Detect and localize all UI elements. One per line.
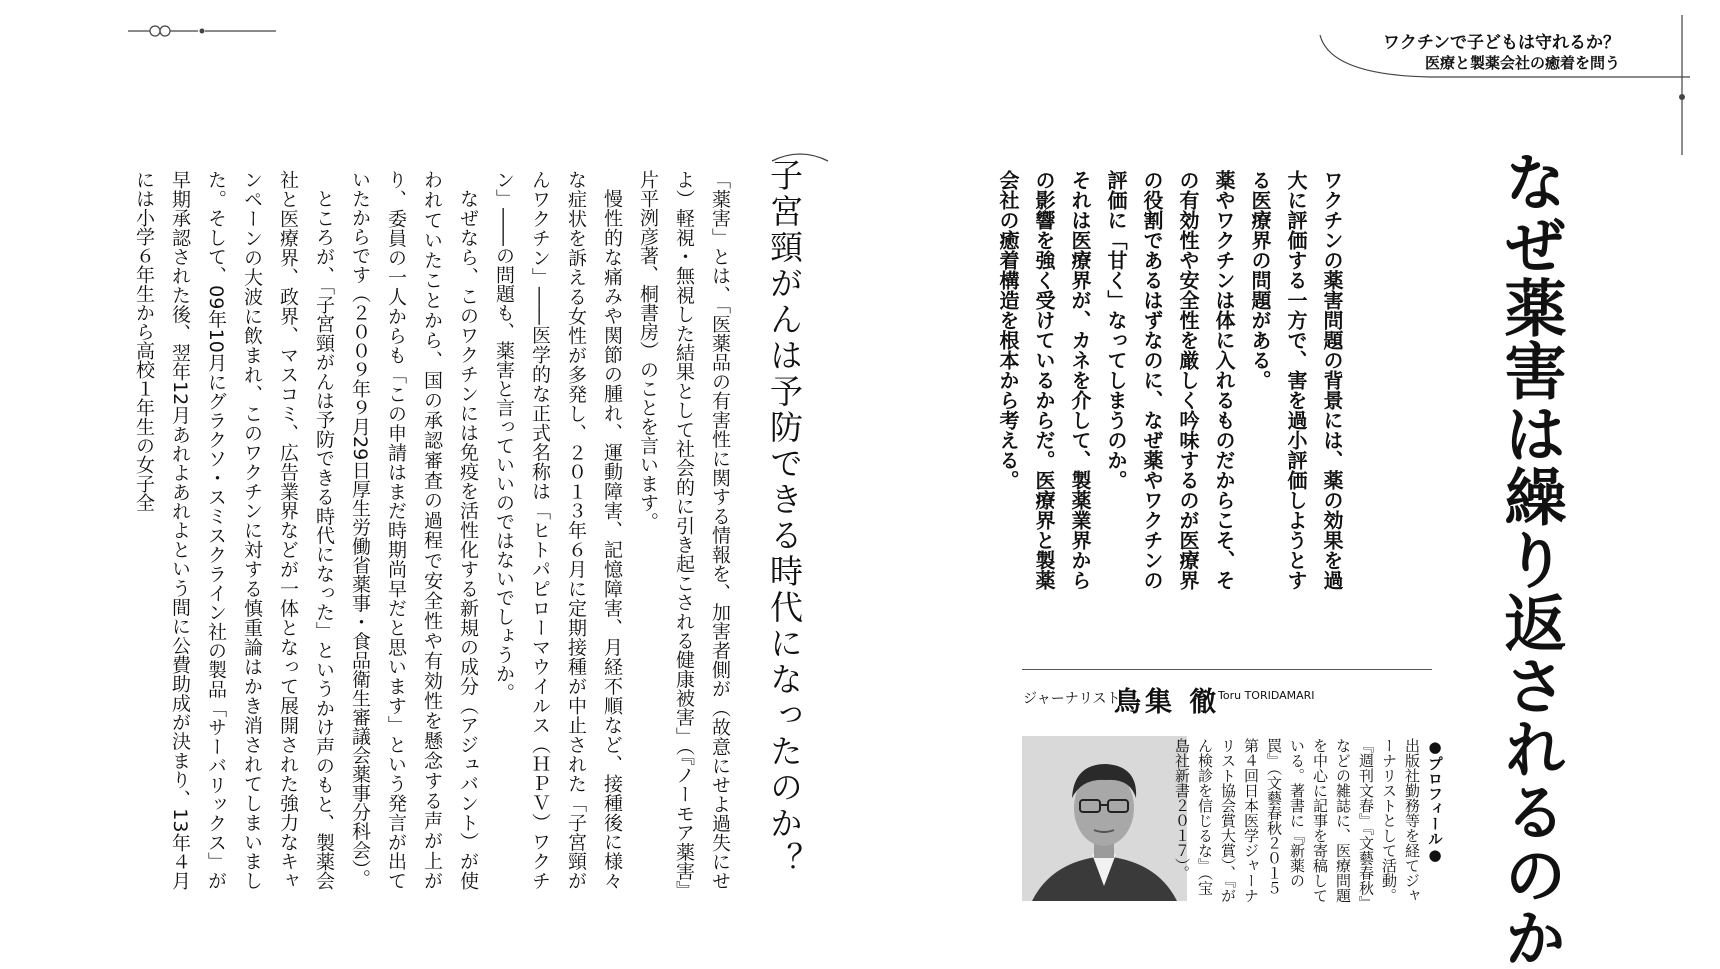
author-role: ジャーナリスト [1023,691,1121,707]
body-paragraph: 「薬害」とは、「医薬品の有害性に関する情報を、加害者側が（故意にせよ過失にせよ）軽視・無視した結果として社会的に引き起こされる健康被害」（『ノーモア薬害』片平洌彦著、桐書房）のことを言います。 [637,170,731,890]
body-paragraph: 慢性的な痛みや関節の腫れ、運動障害、記憶障害、月経不順など、接種後に様々な症状を訴える女性が多発し、２０１３年６月に定期接種が中止された「子宮頸がんワクチン」――医学的な正式名称は「ヒトパピローマウイルス（ＨＰＶ）ワクチン」――の問題も、薬害と言っていいのではないでしょうか。 [493,170,623,890]
running-header-line2: 医療と製薬会社の癒着を問う [1424,54,1620,72]
author-divider [1022,669,1432,670]
lead-line: 薬やワクチンは体に入れるものだからこそ、その有効性や安全性を厳しく吟味するのが医療界の役割であるはずなのに、なぜ薬やワクチンの評価に「甘く」なってしまうのか。 [1104,170,1236,590]
author-name: 鳥集 徹 [1114,687,1221,718]
lead-line: それは医療界が、カネを介して、製薬業界からの影響を強く受けているからだ。医療界と製薬会社の癒着構造を根本から考える。 [996,170,1092,590]
body-paragraph: なぜなら、このワクチンには免疫を活性化する新規の成分（アジュバント）が使われていたことから、国の承認審査の過程で安全性や有効性を懸念する声が上がり、委員の一人からも「この申請はまだ時期尚早だと思います」という発言が出ていたからです（２００９年９月29日厚生労働省薬事・食品衛生審議会薬事分科会）。 [349,170,479,890]
author-romaji: Toru TORIDAMARI [1218,689,1315,702]
profile-heading: ●プロフィール● [1426,738,1444,864]
running-header-line1: ワクチンで子どもは守れるか？ [1382,33,1620,53]
profile-text: 出版社勤務等を経てジャーナリストとして活動。『週刊文春』『文藝春秋』などの雑誌に、医療問題を中心に記事を寄稿している。著書に『新薬の罠』（文藝春秋２０１５第４回日本医学ジャーナリスト協会賞大賞）、『がん検診を信じるな』（宝島社新書２０１７）。 [1173,738,1421,903]
header-ornament [128,16,278,46]
author-photo [1022,736,1187,901]
section-heading: 子宮頸がんは予防できる時代になったのか？ [765,158,804,878]
article-body [133,170,738,890]
lead-paragraph [996,170,1350,590]
author-profile [1173,738,1446,908]
body-paragraph: ところが、「子宮頸がんは予防できる時代になった」というかけ声のもと、製薬会社と医療界、政界、マスコミ、広告業界などが一体となって展開された強力なキャンペーンの大波に飲まれ、このワクチンに対する慎重論はかき消されてしまいました。そして、09年10月にグラクソ・スミスクライン社の製品「サーバリックス」が早期承認された後、翌年12月あれよあれよという間に公費助成が決まり、13年４月には小学６年生から高校１年生の女子全 [133,170,335,890]
article-title: なぜ薬害は繰り返されるのか [1494,150,1567,969]
running-header [1300,24,1690,114]
lead-line: ワクチンの薬害問題の背景には、薬の効果を過大に評価する一方で、害を過小評価しようとする医療界の問題がある。 [1248,170,1344,590]
